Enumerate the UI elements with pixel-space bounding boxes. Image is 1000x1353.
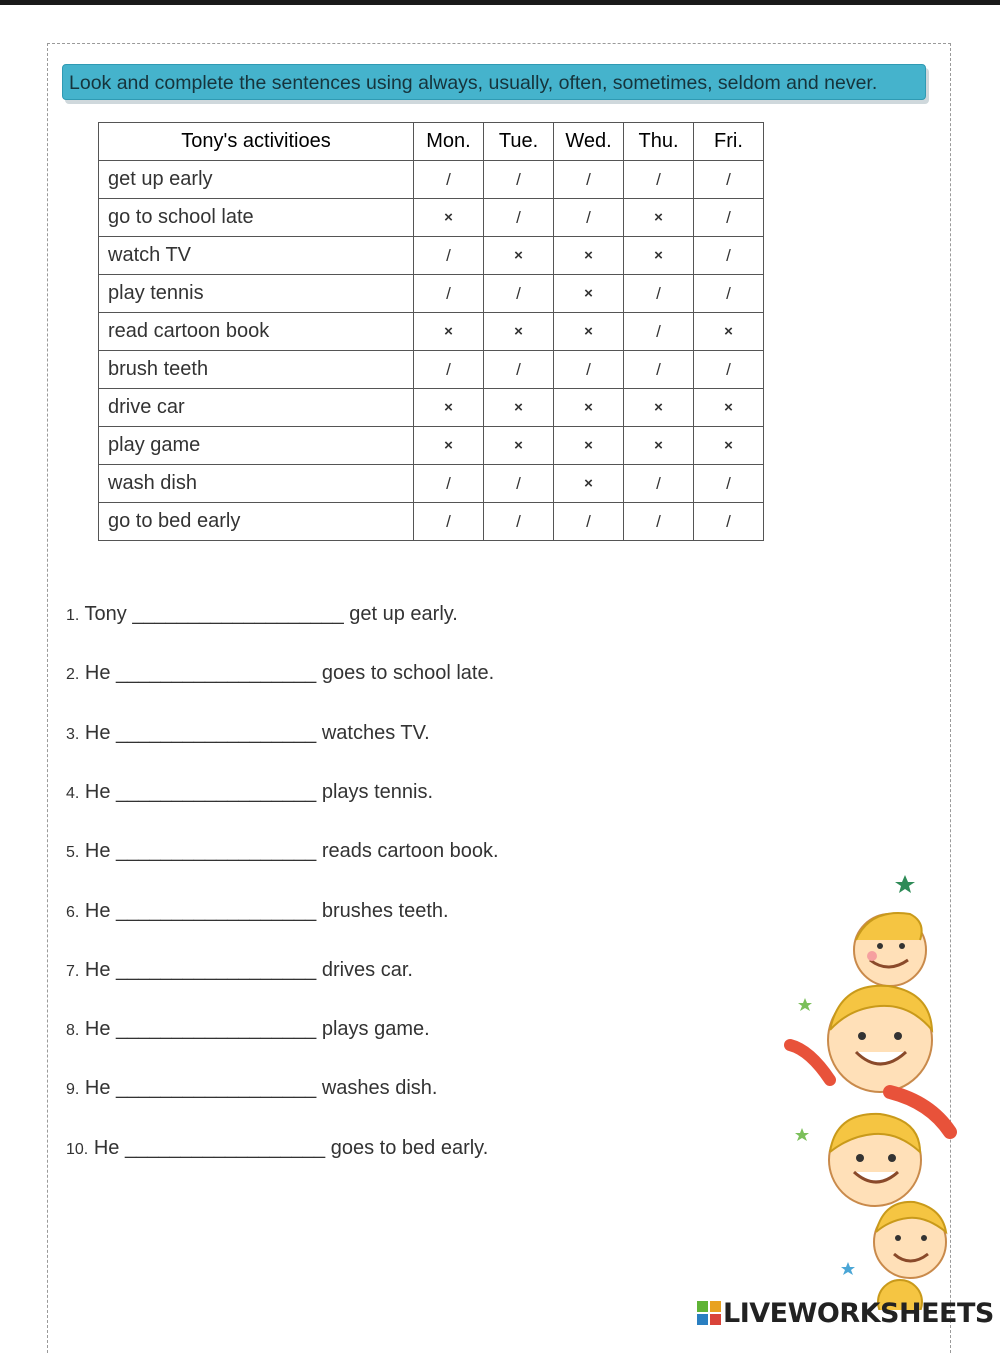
- check-mark: /: [554, 199, 624, 237]
- table-row: [99, 351, 764, 389]
- sentence-line: [66, 603, 458, 626]
- activity-cell: go to school late: [99, 199, 414, 237]
- sentence-subject: He: [84, 1077, 111, 1100]
- sentence-number: 4.: [66, 784, 80, 802]
- check-mark: /: [414, 465, 484, 503]
- cross-mark: ×: [554, 427, 624, 465]
- sentence-rest: reads cartoon book.: [321, 840, 499, 863]
- sentence-line: [66, 1137, 488, 1160]
- check-mark: /: [484, 465, 554, 503]
- sentence-rest: washes dish.: [321, 1077, 438, 1100]
- cross-mark: ×: [554, 465, 624, 503]
- check-mark: /: [694, 351, 764, 389]
- activity-cell: go to bed early: [99, 503, 414, 541]
- sentence-subject: He: [84, 899, 111, 922]
- cross-mark: ×: [624, 389, 694, 427]
- sentence-line: [66, 900, 449, 923]
- sentence-rest: plays game.: [321, 1018, 430, 1041]
- sentence-subject: He: [93, 1136, 120, 1159]
- sentence-number: 1.: [66, 607, 80, 624]
- answer-blank[interactable]: __________________: [116, 780, 317, 803]
- check-mark: /: [484, 351, 554, 389]
- table-row: [99, 275, 764, 313]
- activity-cell: drive car: [99, 389, 414, 427]
- cross-mark: ×: [554, 237, 624, 275]
- cross-mark: ×: [624, 199, 694, 237]
- header-fri: Fri.: [694, 123, 764, 161]
- header-activity: Tony's activitioes: [99, 123, 414, 161]
- activity-cell: read cartoon book: [99, 313, 414, 351]
- sentence-number: 7.: [66, 962, 80, 980]
- cross-mark: ×: [414, 313, 484, 351]
- check-mark: /: [414, 275, 484, 313]
- answer-blank[interactable]: __________________: [116, 840, 317, 863]
- cross-mark: ×: [414, 427, 484, 465]
- answer-blank[interactable]: __________________: [116, 721, 317, 744]
- cross-mark: ×: [554, 275, 624, 313]
- check-mark: /: [624, 503, 694, 541]
- check-mark: /: [694, 503, 764, 541]
- logo-text: LIVEWORKSHEETS: [723, 1298, 994, 1329]
- header-thu: Thu.: [624, 123, 694, 161]
- sentence-subject: He: [84, 958, 111, 981]
- activity-cell: wash dish: [99, 465, 414, 503]
- sentence-subject: He: [84, 1018, 111, 1041]
- sentence-subject: He: [84, 662, 111, 685]
- cross-mark: ×: [554, 313, 624, 351]
- answer-blank[interactable]: __________________: [124, 1136, 326, 1159]
- sentence-subject: He: [84, 721, 111, 744]
- check-mark: /: [414, 161, 484, 199]
- table-row: [99, 503, 764, 541]
- table-row: [99, 237, 764, 275]
- liveworksheets-logo-icon: [697, 1301, 721, 1325]
- cross-mark: ×: [624, 427, 694, 465]
- answer-blank[interactable]: __________________: [116, 1077, 317, 1100]
- sentence-number: 3.: [66, 725, 80, 743]
- table-row: [99, 465, 764, 503]
- kids-illustration: [770, 870, 970, 1310]
- sentence-number: 9.: [66, 1081, 80, 1099]
- check-mark: /: [554, 161, 624, 199]
- sentence-line: [66, 1018, 430, 1041]
- answer-blank[interactable]: __________________: [116, 1018, 317, 1041]
- top-edge-bar: [0, 0, 1000, 5]
- check-mark: /: [694, 237, 764, 275]
- check-mark: /: [694, 275, 764, 313]
- table-row: [99, 313, 764, 351]
- sentence-line: [66, 959, 413, 982]
- sentence-rest: goes to bed early.: [330, 1136, 489, 1159]
- check-mark: /: [484, 199, 554, 237]
- sentence-number: 10.: [66, 1140, 89, 1158]
- sentence-line: [66, 1077, 437, 1100]
- answer-blank[interactable]: __________________: [116, 958, 317, 981]
- check-mark: /: [414, 237, 484, 275]
- table-row: [99, 389, 764, 427]
- sentence-number: 8.: [66, 1022, 80, 1040]
- cross-mark: ×: [624, 237, 694, 275]
- table-row: [99, 161, 764, 199]
- sentence-number: 6.: [66, 903, 80, 921]
- cross-mark: ×: [694, 313, 764, 351]
- check-mark: /: [624, 465, 694, 503]
- sentence-rest: drives car.: [321, 958, 413, 981]
- cross-mark: ×: [554, 389, 624, 427]
- activity-cell: play tennis: [99, 275, 414, 313]
- answer-blank[interactable]: __________________: [116, 662, 317, 685]
- sentence-rest: brushes teeth.: [321, 899, 449, 922]
- sentence-rest: watches TV.: [321, 721, 430, 744]
- check-mark: /: [624, 275, 694, 313]
- check-mark: /: [484, 161, 554, 199]
- header-wed: Wed.: [554, 123, 624, 161]
- cross-mark: ×: [414, 389, 484, 427]
- check-mark: /: [694, 465, 764, 503]
- answer-blank[interactable]: ___________________: [132, 603, 344, 625]
- check-mark: /: [414, 503, 484, 541]
- sentence-subject: He: [84, 840, 111, 863]
- sentence-line: [66, 840, 499, 863]
- sentence-subject: Tony: [84, 603, 127, 625]
- cross-mark: ×: [484, 313, 554, 351]
- check-mark: /: [484, 503, 554, 541]
- sentence-line: [66, 722, 430, 745]
- header-mon: Mon.: [414, 123, 484, 161]
- check-mark: /: [554, 351, 624, 389]
- sentence-line: [66, 662, 494, 685]
- liveworksheets-logo: [697, 1298, 994, 1330]
- table-row: [99, 199, 764, 237]
- sentence-subject: He: [84, 780, 111, 803]
- cross-mark: ×: [484, 237, 554, 275]
- cross-mark: ×: [484, 389, 554, 427]
- check-mark: /: [624, 161, 694, 199]
- check-mark: /: [694, 161, 764, 199]
- activity-cell: watch TV: [99, 237, 414, 275]
- cross-mark: ×: [484, 427, 554, 465]
- activity-cell: play game: [99, 427, 414, 465]
- sentence-number: 5.: [66, 844, 80, 862]
- table-header-row: [99, 123, 764, 161]
- answer-blank[interactable]: __________________: [116, 899, 317, 922]
- sentence-number: 2.: [66, 666, 80, 684]
- check-mark: /: [694, 199, 764, 237]
- cross-mark: ×: [414, 199, 484, 237]
- sentence-rest: plays tennis.: [321, 780, 433, 803]
- activity-cell: brush teeth: [99, 351, 414, 389]
- sentence-rest: get up early.: [349, 603, 458, 625]
- cross-mark: ×: [694, 427, 764, 465]
- check-mark: /: [554, 503, 624, 541]
- table-row: [99, 427, 764, 465]
- sentence-line: [66, 781, 433, 804]
- header-tue: Tue.: [484, 123, 554, 161]
- check-mark: /: [414, 351, 484, 389]
- instruction-banner: Look and complete the sentences using always, usually, often, sometimes, seldom and never.: [62, 64, 926, 100]
- cross-mark: ×: [694, 389, 764, 427]
- check-mark: /: [484, 275, 554, 313]
- activity-cell: get up early: [99, 161, 414, 199]
- activities-table: [98, 122, 764, 541]
- check-mark: /: [624, 351, 694, 389]
- check-mark: /: [624, 313, 694, 351]
- sentence-rest: goes to school late.: [321, 662, 495, 685]
